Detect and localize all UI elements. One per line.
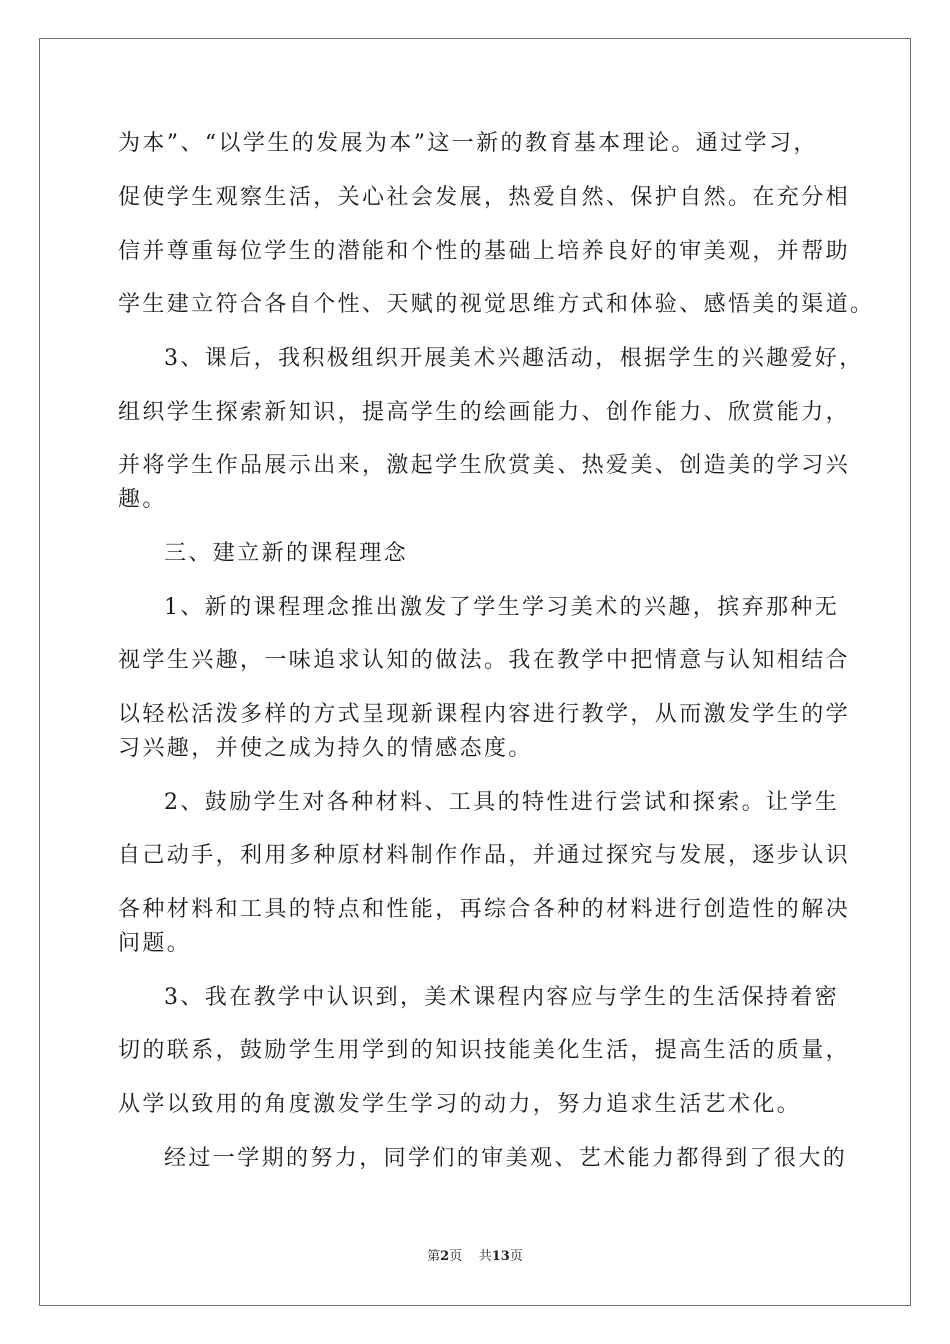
text-line: 为本”、“以学生的发展为本”这一新的教育基本理论。通过学习， (118, 131, 818, 156)
text-line: 并将学生作品展示出来，激起学生欣赏美、热爱美、创造美的学习兴 (118, 453, 851, 478)
text-line: 各种材料和工具的特点和性能，再综合各种的材料进行创造性的解决 (118, 897, 851, 922)
total-pages: 13 (491, 1249, 510, 1264)
text-line: 信并尊重每位学生的潜能和个性的基础上培养良好的审美观，并帮助 (118, 239, 851, 264)
text-line: 自己动手，利用多种原材料制作作品，并通过探究与发展，逐步认识 (118, 843, 851, 868)
total-prefix: 共 (478, 1249, 492, 1264)
paragraph-start-line: 2、鼓励学生对各种材料、工具的特性进行尝试和探索。让学生 (164, 790, 840, 815)
text-line: 以轻松活泼多样的方式呈现新课程内容进行教学，从而激发学生的学 (118, 702, 851, 727)
text-line: 趣。 (118, 487, 167, 512)
text-line: 从学以致用的角度激发学生学习的动力，努力追求生活艺术化。 (118, 1092, 802, 1117)
text-line: 习兴趣，并使之成为持久的情感态度。 (118, 736, 533, 761)
text-line: 促使学生观察生活，关心社会发展，热爱自然、保护自然。在充分相 (118, 185, 851, 210)
page-number: 2 (440, 1249, 450, 1264)
text-line: 视学生兴趣，一味追求认知的做法。我在教学中把情意与认知相结合 (118, 648, 851, 673)
text-line: 学生建立符合各自个性、天赋的视觉思维方式和体验、感悟美的渠道。 (118, 292, 875, 317)
paragraph-start-line: 3、课后，我积极组织开展美术兴趣活动，根据学生的兴趣爱好， (164, 346, 864, 371)
total-suffix: 页 (509, 1249, 523, 1264)
page-prefix: 第 (427, 1249, 441, 1264)
page-footer (0, 1248, 950, 1266)
text-line: 组织学生探索新知识，提高学生的绘画能力、创作能力、欣赏能力， (118, 400, 851, 425)
paragraph-start-line: 1、新的课程理念推出激发了学生学习美术的兴趣，摈弃那种无 (164, 595, 840, 620)
text-line: 切的联系，鼓励学生用学到的知识技能美化生活，提高生活的质量， (118, 1038, 851, 1063)
page-suffix: 页 (449, 1249, 463, 1264)
paragraph-start-line: 经过一学期的努力，同学们的审美观、艺术能力都得到了很大的 (164, 1146, 848, 1171)
section-heading: 三、建立新的课程理念 (164, 541, 409, 566)
paragraph-start-line: 3、我在教学中认识到，美术课程内容应与学生的生活保持着密 (164, 985, 840, 1010)
text-line: 问题。 (118, 931, 192, 956)
